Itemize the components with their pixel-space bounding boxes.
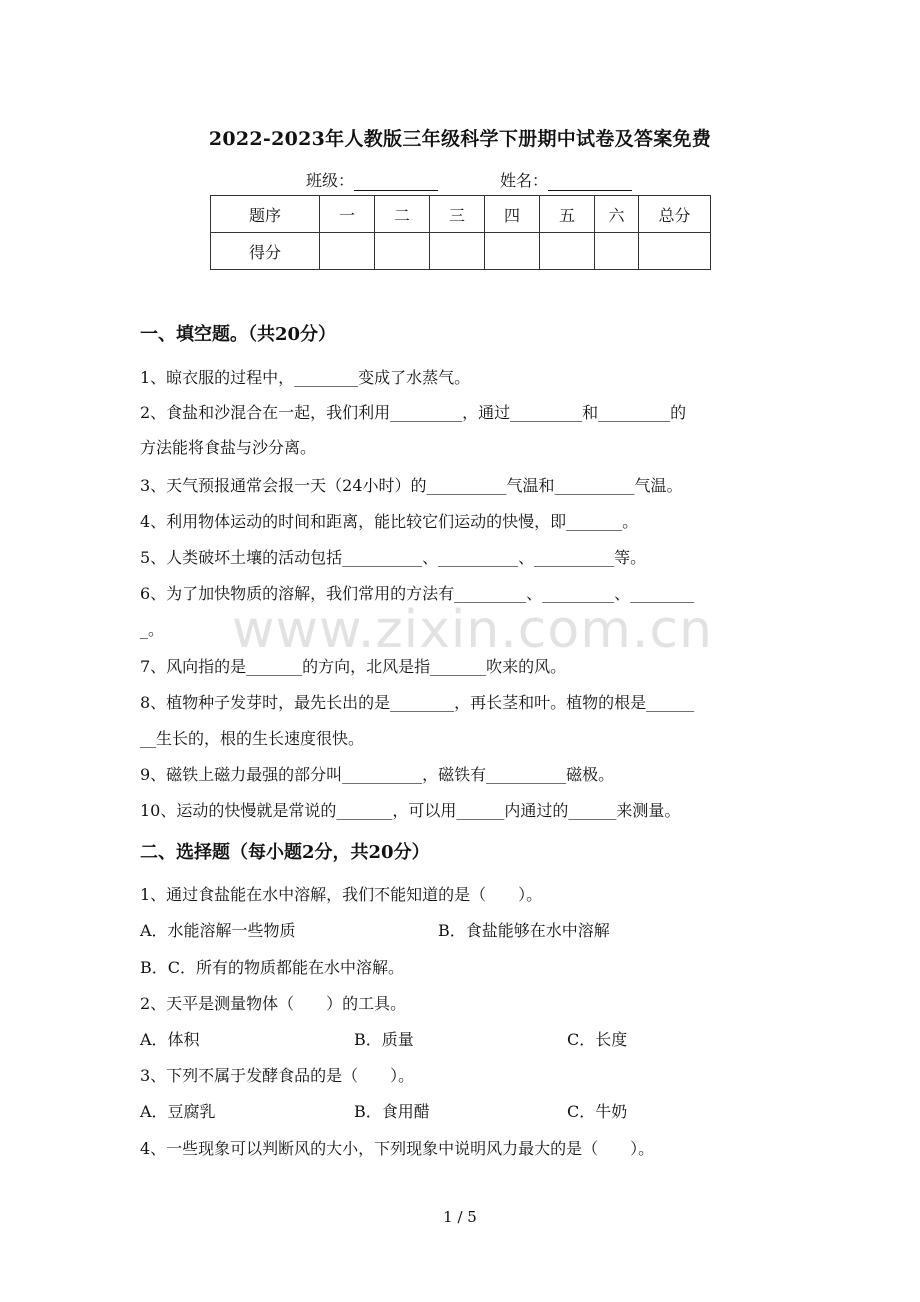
- score-header-cell: 题序: [211, 196, 320, 233]
- page-title: 2022-2023年人教版三年级科学下册期中试卷及答案免费: [208, 128, 712, 150]
- fill-line: _。: [140, 620, 165, 639]
- section2-heading: 二、选择题（每小题2分，共20分）: [140, 842, 430, 863]
- class-label: 班级：: [306, 171, 355, 190]
- score-cell: [485, 233, 540, 270]
- score-cell: [595, 233, 639, 270]
- score-header-cell: 总分: [639, 196, 711, 233]
- question-4: 4、一些现象可以判断风的大小，下列现象中说明风力最大的是（ ）。: [140, 1139, 655, 1158]
- score-header-cell: 二: [375, 196, 430, 233]
- score-table-header-row: [211, 196, 711, 233]
- question-3-option-c: C．牛奶: [567, 1102, 628, 1121]
- fill-line: 8、植物种子发芽时，最先长出的是________，再长茎和叶。植物的根是______: [140, 693, 695, 712]
- question-3-option-a: A．豆腐乳: [140, 1102, 216, 1121]
- name-blank: [548, 172, 632, 191]
- question-2-option-b: B．质量: [354, 1030, 414, 1049]
- score-cell: [639, 233, 711, 270]
- fill-line: 9、磁铁上磁力最强的部分叫__________，磁铁有__________磁极。: [140, 765, 615, 784]
- score-header-cell: 五: [540, 196, 595, 233]
- fill-line: 5、人类破坏土壤的活动包括__________、__________、__________等。: [140, 548, 647, 567]
- page-number: 1 / 5: [443, 1208, 477, 1226]
- fill-line: 4、利用物体运动的时间和距离，能比较它们运动的快慢，即_______。: [140, 512, 639, 531]
- question-1-option-c: B．C．所有的物质都能在水中溶解。: [140, 958, 405, 977]
- question-1-option-b: B．食盐能够在水中溶解: [438, 921, 610, 940]
- score-cell: [540, 233, 595, 270]
- class-blank: [354, 172, 438, 191]
- fill-line: 方法能将食盐与沙分离。: [140, 438, 317, 457]
- question-2-option-c: C．长度: [567, 1030, 628, 1049]
- fill-line: __生长的，根的生长速度很快。: [140, 729, 365, 748]
- fill-line: 3、天气预报通常会报一天（24小时）的__________气温和__________气温。: [140, 476, 683, 495]
- score-table: [210, 195, 711, 270]
- score-row-label: 得分: [211, 233, 320, 270]
- score-cell: [375, 233, 430, 270]
- question-3-option-b: B．食用醋: [354, 1102, 430, 1121]
- score-header-cell: 一: [320, 196, 375, 233]
- name-field: [500, 168, 632, 191]
- fill-line: 6、为了加快物质的溶解，我们常用的方法有_________、_________、________: [140, 584, 695, 603]
- score-header-cell: 三: [430, 196, 485, 233]
- score-cell: [320, 233, 375, 270]
- class-field: [306, 168, 438, 191]
- watermark: www.zixin.com.cn: [232, 600, 713, 660]
- score-header-cell: 四: [485, 196, 540, 233]
- fill-line: 10、运动的快慢就是常说的_______，可以用______内通过的______来测量。: [140, 801, 681, 820]
- question-1-option-a: A．水能溶解一些物质: [140, 921, 296, 940]
- score-cell: [430, 233, 485, 270]
- section1-heading: 一、填空题。（共20分）: [140, 324, 337, 345]
- score-header-cell: 六: [595, 196, 639, 233]
- fill-line: 7、风向指的是_______的方向，北风是指_______吹来的风。: [140, 657, 567, 676]
- question-1: 1、通过食盐能在水中溶解，我们不能知道的是（ ）。: [140, 885, 543, 904]
- question-3: 3、下列不属于发酵食品的是（ ）。: [140, 1066, 415, 1085]
- fill-line: 2、食盐和沙混合在一起，我们利用_________，通过_________和_________的: [140, 403, 687, 422]
- name-label: 姓名：: [500, 171, 549, 190]
- score-table-score-row: [211, 233, 711, 270]
- fill-line: 1、晾衣服的过程中，________变成了水蒸气。: [140, 368, 471, 387]
- question-2-option-a: A．体积: [140, 1030, 200, 1049]
- question-2: 2、天平是测量物体（ ）的工具。: [140, 994, 407, 1013]
